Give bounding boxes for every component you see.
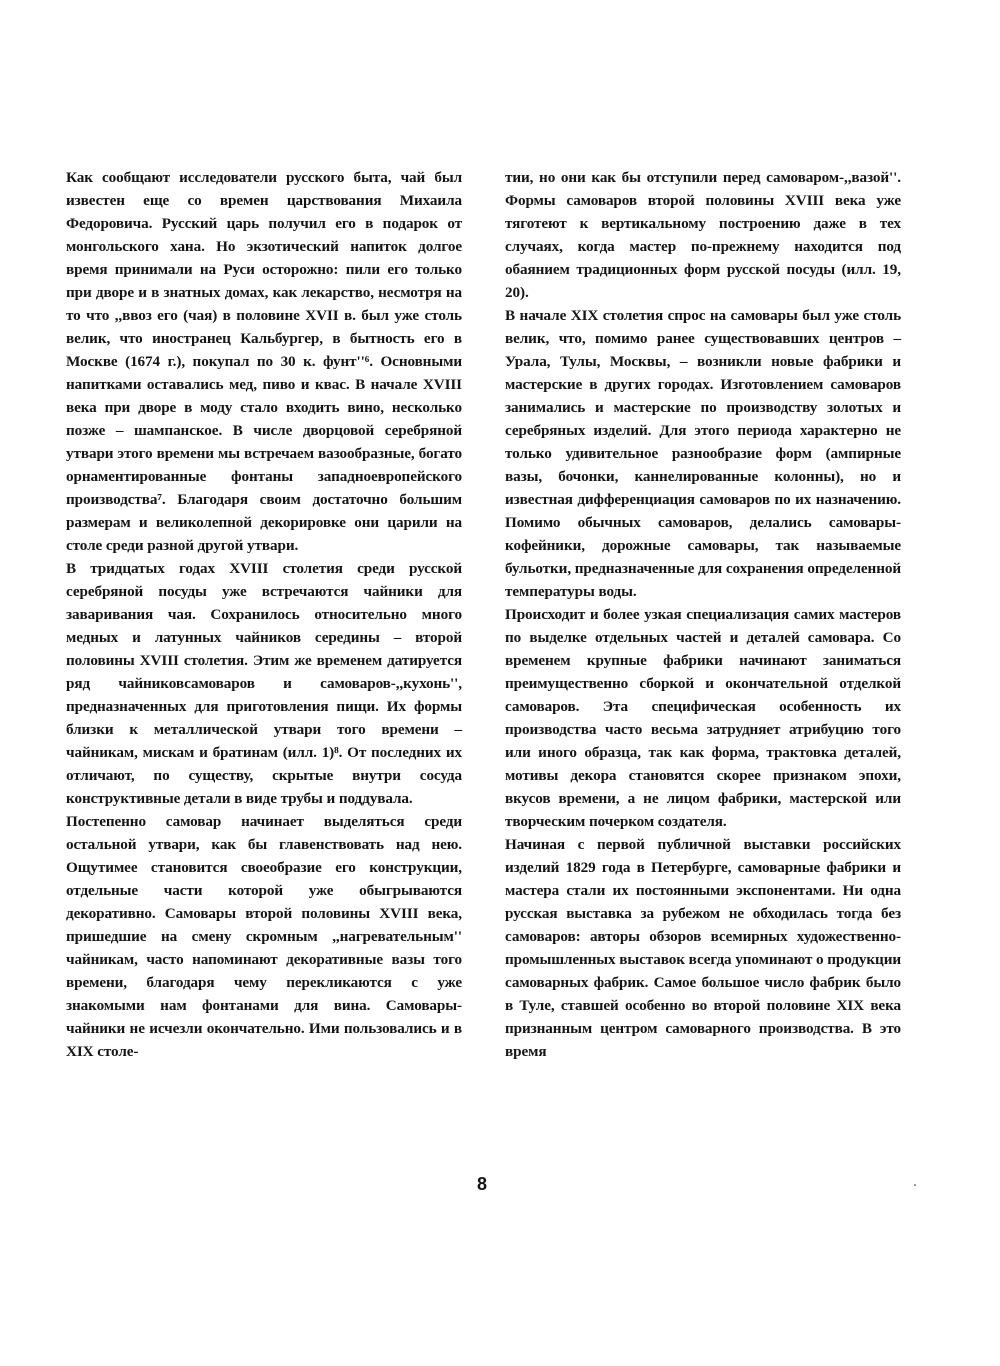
paragraph: Начиная с первой публичной выставки российских изделий 1829 года в Петербурге, самоварные фабрики и мастера стали их постоянными экспонентами. Ни одна русская выставка за рубежом не обходилась тогда без самоваров: авторы обзоров всемирных художественно-промышленных выставок всегда упоминают о продукции самоварных фабрик. Самое большое число фабрик было в Туле, ставшей особенно во второй половине XIX века признанным центром самоварного производства. В это время <box>505 836 901 1060</box>
page-number: 8 <box>476 1174 487 1194</box>
paragraph: Постепенно самовар начинает выделяться среди остальной утвари, как бы главенствовать над нею. Ощутимее становится своеобразие его конструкции, отдельные части которой уже обыгрываются декоративно. Самовары второй половины XVIII века, пришедшие на смену скромным ,,нагревательным'' чайникам, часто напоминают декоративные вазы того времени, благодаря чему перекликаются с уже знакомыми нам фонтанами для вина. Самовары-чайники не исчезли окончательно. Ими пользовались и в XIX столе- <box>66 813 462 1060</box>
paragraph: В тридцатых годах XVIII столетия среди русской серебряной посуды уже встречаются чайники для заваривания чая. Сохранилось относительно много медных и латунных чайников середины – второй половины XVIII столетия. Этим же временем датируется ряд чайниковсамоваров и самоваров-,,кухонь'', предназначенных для приготовления пищи. Их формы близки к металлической утвари того времени – чайникам, мискам и братинам (илл. 1)⁸. От последних их отличают, по существу, скрытые внутри сосуда конструктивные детали в виде трубы и поддувала. <box>66 560 462 807</box>
paragraph: тии, но они как бы отступили перед самоваром-,,вазой''. Формы самоваров второй половины XVIII века уже тяготеют к вертикальному построению даже в тех случаях, когда мастер по-прежнему находится под обаянием традиционных форм русской посуды (илл. 19, 20). <box>505 169 901 301</box>
paragraph: Как сообщают исследователи русского быта, чай был известен еще со времен царствования Михаила Федоровича. Русский царь получил его в подарок от монгольского хана. Но экзотический напиток долгое время принимали на Руси осторожно: пили его только при дворе и в знатных домах, как лекарство, несмотря на то что ,,ввоз его (чая) в половине XVII в. был уже столь велик, что иностранец Кальбургер, в бытность его в Москве (1674 г.), покупал по 30 к. фунт''⁶. Основными напитками оставались мед, пиво и квас. В начале XVIII века при дворе в моду стало входить вино, несколько позже – шампанское. В числе дворцовой серебряной утвари этого времени мы встречаем вазообразные, богато орнаментированные фонтаны западноевропейского производства⁷. Благодаря своим достаточно большим размерам и великолепной декорировке они царили на столе среди разной другой утвари. <box>66 169 462 554</box>
paragraph: Происходит и более узкая специализация самих мастеров по выделке отдельных частей и деталей самовара. Со временем крупные фабрики начинают заниматься преимущественно сборкой и окончательной отделкой самоваров. Эта специфическая особенность их производства часто весьма затрудняет атрибуцию того или иного образца, так как форма, трактовка деталей, мотивы декора становятся скорее признаком эпохи, вкусов времени, а не лицом фабрики, мастерской или творческим почерком создателя. <box>505 606 901 830</box>
right-text-column <box>505 166 901 1063</box>
paragraph: В начале XIX столетия спрос на самовары был уже столь велик, что, помимо ранее существовавших центров – Урала, Тулы, Москвы, – возникли новые фабрики и мастерские в других городах. Изготовлением самоваров занимались и мастерские по производству золотых и серебряных изделий. Для этого периода характерно не только удивительное разнообразие форм (ампирные вазы, бочонки, каннелированные колонны), но и известная дифференциация самоваров по их назначению. Помимо обычных самоваров, делались самовары-кофейники, дорожные самовары, так называемые бульотки, предназначенные для сохранения определенной температуры воды. <box>505 307 901 600</box>
left-text-column <box>66 166 462 1063</box>
scan-speck <box>914 1184 916 1186</box>
